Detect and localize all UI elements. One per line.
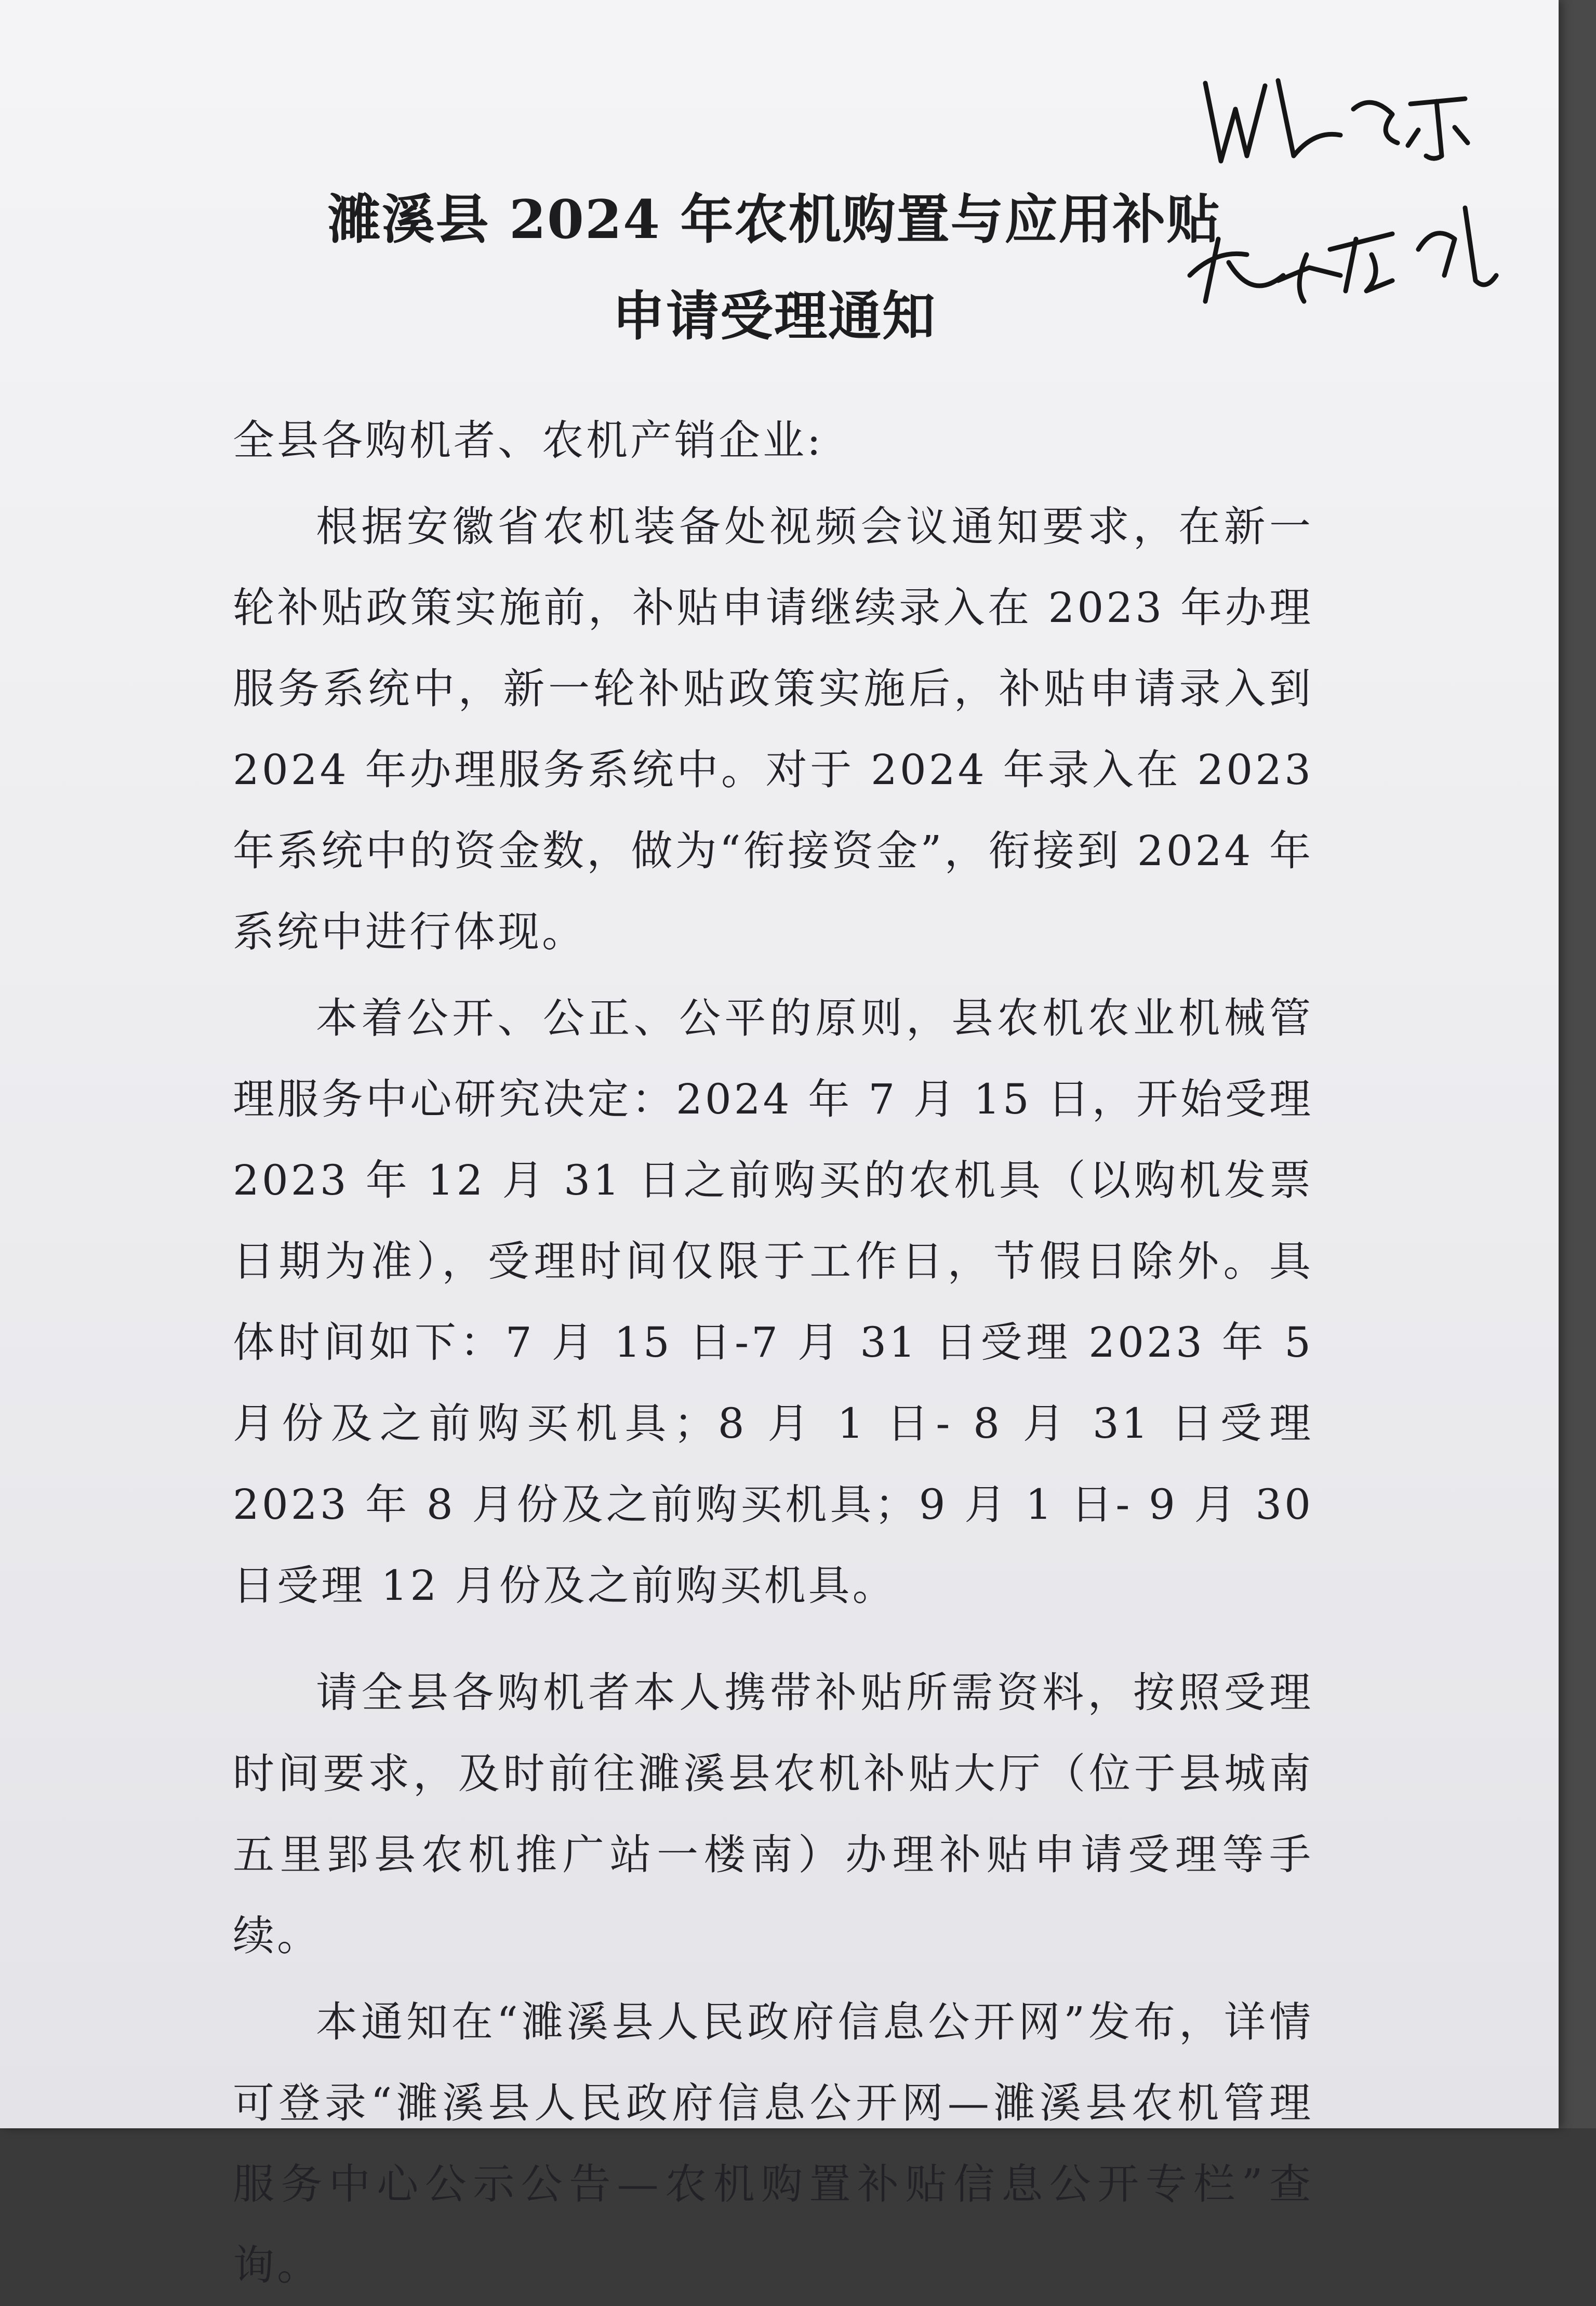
title-line-2: 申请受理通知 (612, 285, 936, 348)
paragraph-1: 根据安徽省农机装备处视频会议通知要求，在新一轮补贴政策实施前，补贴申请继续录入在 2023 年办理服务系统中，新一轮补贴政策实施后，补贴申请录入到 2024 年办理服务系统中。对于 2024 年录入在 2023 年系统中的资金数，做为“衔接资金”，衔接到 2024 年系统中进行体现。 (233, 502, 1313, 956)
signature-stroke-1 (1205, 83, 1265, 161)
signature-stroke-2 (1278, 81, 1340, 156)
signature-stroke-4 (1408, 99, 1468, 158)
paragraph-2: 本着公开、公正、公平的原则，县农机农业机械管理服务中心研究决定：2024 年 7 月 15 日，开始受理 2023 年 12 月 31 日之前购买的农机具（以购机发票日期为准），受理时间仅限于工作日，节假日除外。具体时间如下：7 月 15 日-7 月 31 日受理 2023 年 5 月份及之前购买机具；8 月 1 日- 8 月 31 日受理 2023 年 8 月份及之前购买机具；9 月 1 日- 9 月 30 日受理 12 月份及之前购买机具。 (233, 994, 1313, 1610)
signature-stroke-8 (1418, 208, 1496, 285)
title-line-1: 濉溪县 2024 年农机购置与应用补贴 (327, 189, 1221, 251)
paragraph-4: 本通知在“濉溪县人民政府信息公开网”发布，详情可登录“濉溪县人民政府信息公开网—濉溪县农机管理服务中心公示公告—农机购置补贴信息公开专栏”查询。 (233, 1998, 1313, 2289)
document-body (233, 400, 1313, 2306)
signature-stroke-6 (1278, 255, 1340, 301)
handwritten-signature (1174, 31, 1569, 395)
signature-stroke-3 (1353, 102, 1398, 143)
salutation: 全县各购机者、农机产销企业: (233, 416, 823, 465)
paragraph-3: 请全县各购机者本人携带补贴所需资料，按照受理时间要求，及时前往濉溪县农机补贴大厅（位于县城南五里郢县农机推广站一楼南）办理补贴申请受理等手续。 (233, 1668, 1313, 1960)
signature-stroke-7 (1330, 234, 1392, 291)
signature-stroke-5 (1190, 239, 1283, 301)
